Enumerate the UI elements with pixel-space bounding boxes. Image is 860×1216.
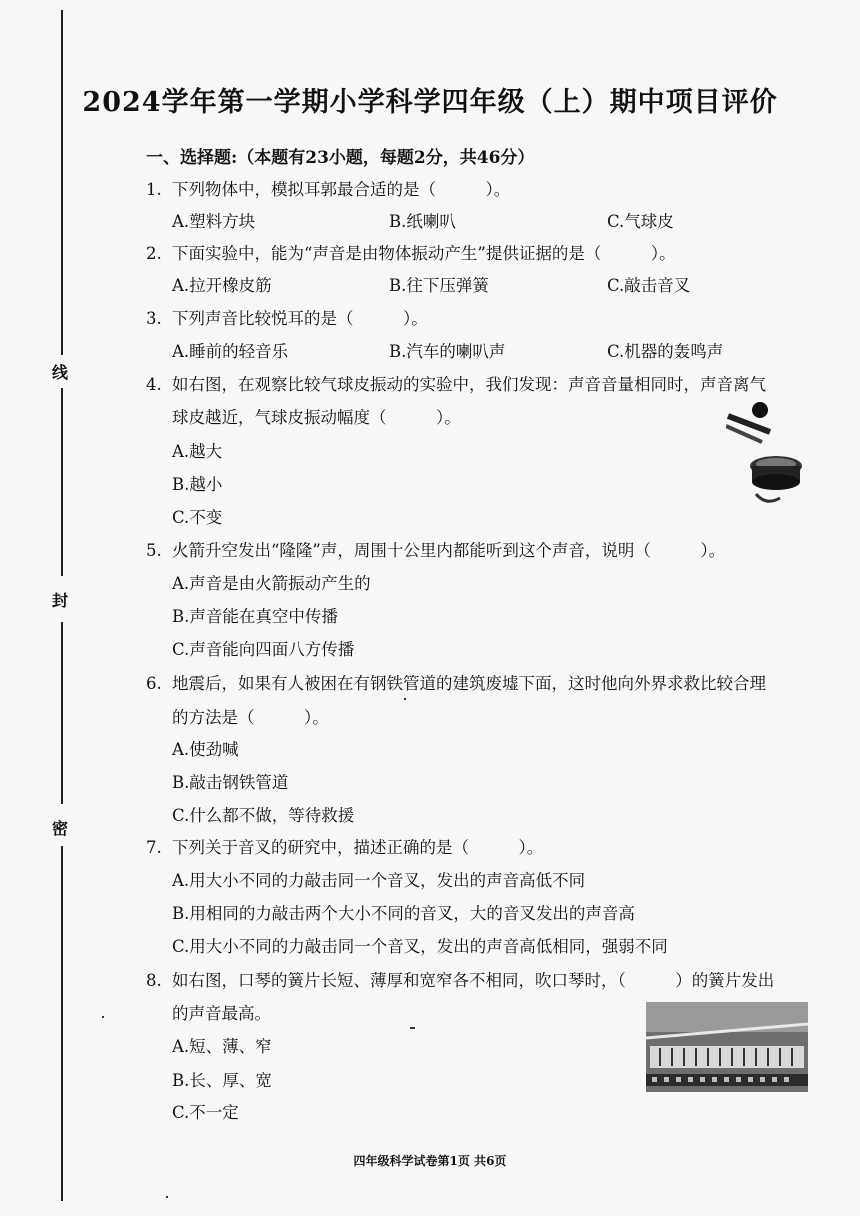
question-8-option-c: C.不一定 <box>172 1103 239 1122</box>
question-1-option-a: A.塑料方块 <box>172 212 256 231</box>
question-3-stem: 3. 下列声音比较悦耳的是（ ）。 <box>146 309 428 328</box>
question-5-stem: 5. 火箭升空发出“隆隆”声，周围十公里内都能听到这个声音，说明（ ）。 <box>146 541 726 560</box>
question-7-option-c: C.用大小不同的力敲击同一个音叉，发出的声音高低相同，强弱不同 <box>172 937 668 956</box>
binding-char-mi: 密 <box>52 819 69 838</box>
question-4-stem: 4. 如右图，在观察比较气球皮振动的实验中，我们发现：声音音量相同时，声音离气 <box>146 375 766 394</box>
question-4-option-b: B.越小 <box>172 475 223 494</box>
exam-title: 2024学年第一学期小学科学四年级（上）期中项目评价 <box>82 87 778 118</box>
question-8-option-a: A.短、薄、窄 <box>172 1037 272 1056</box>
question-1-option-b: B.纸喇叭 <box>389 212 456 231</box>
question-3-option-c: C.机器的轰鸣声 <box>607 342 724 361</box>
question-1-option-c: C.气球皮 <box>607 212 674 231</box>
question-8-stem: 8. 如右图，口琴的簧片长短、薄厚和宽窄各不相同，吹口琴时，（ ）的簧片发出 <box>146 971 775 990</box>
question-8-stem-cont: 的声音最高。 <box>172 1004 271 1023</box>
balloon-drum-figure <box>726 398 808 510</box>
question-8-option-b: B.长、厚、宽 <box>172 1071 272 1090</box>
scan-speck <box>404 698 406 700</box>
scan-speck <box>166 1196 168 1198</box>
scan-speck <box>102 1016 104 1018</box>
binding-line <box>61 10 63 355</box>
question-5-option-b: B.声音能在真空中传播 <box>172 607 338 626</box>
binding-char-feng: 封 <box>52 591 69 610</box>
question-7-option-a: A.用大小不同的力敲击同一个音叉，发出的声音高低不同 <box>172 871 586 890</box>
question-1-stem: 1. 下列物体中，模拟耳郭最合适的是（ ）。 <box>146 180 511 199</box>
question-4-stem-cont: 球皮越近，气球皮振动幅度（ ）。 <box>172 408 461 427</box>
question-6-option-c: C.什么都不做，等待救援 <box>172 806 355 825</box>
scan-speck <box>410 1027 415 1029</box>
binding-line <box>61 846 63 1201</box>
question-4-option-a: A.越大 <box>172 442 223 461</box>
page-footer: 四年级科学试卷第1页 共6页 <box>353 1154 507 1168</box>
section-heading: 一、选择题:（本题有23小题，每题2分，共46分） <box>146 148 535 168</box>
question-5-option-a: A.声音是由火箭振动产生的 <box>172 574 371 593</box>
question-7-option-b: B.用相同的力敲击两个大小不同的音叉，大的音叉发出的声音高 <box>172 904 635 923</box>
harmonica-figure <box>646 1002 808 1092</box>
question-6-stem: 6. 地震后，如果有人被困在有钢铁管道的建筑废墟下面，这时他向外界求救比较合理 <box>146 674 766 693</box>
binding-char-xian: 线 <box>52 363 69 382</box>
question-6-stem-cont: 的方法是（ ）。 <box>172 708 329 727</box>
question-3-option-a: A.睡前的轻音乐 <box>172 342 289 361</box>
question-7-stem: 7. 下列关于音叉的研究中，描述正确的是（ ）。 <box>146 838 544 857</box>
question-6-option-a: A.使劲喊 <box>172 740 239 759</box>
question-2-stem: 2. 下面实验中，能为“声音是由物体振动产生”提供证据的是（ ）。 <box>146 244 676 263</box>
question-2-option-a: A.拉开橡皮筋 <box>172 276 272 295</box>
question-2-option-c: C.敲击音叉 <box>607 276 691 295</box>
question-5-option-c: C.声音能向四面八方传播 <box>172 640 355 659</box>
question-6-option-b: B.敲击钢铁管道 <box>172 773 289 792</box>
binding-line <box>61 622 63 804</box>
binding-line <box>61 388 63 576</box>
question-4-option-c: C.不变 <box>172 508 223 527</box>
question-3-option-b: B.汽车的喇叭声 <box>389 342 506 361</box>
question-2-option-b: B.往下压弹簧 <box>389 276 489 295</box>
